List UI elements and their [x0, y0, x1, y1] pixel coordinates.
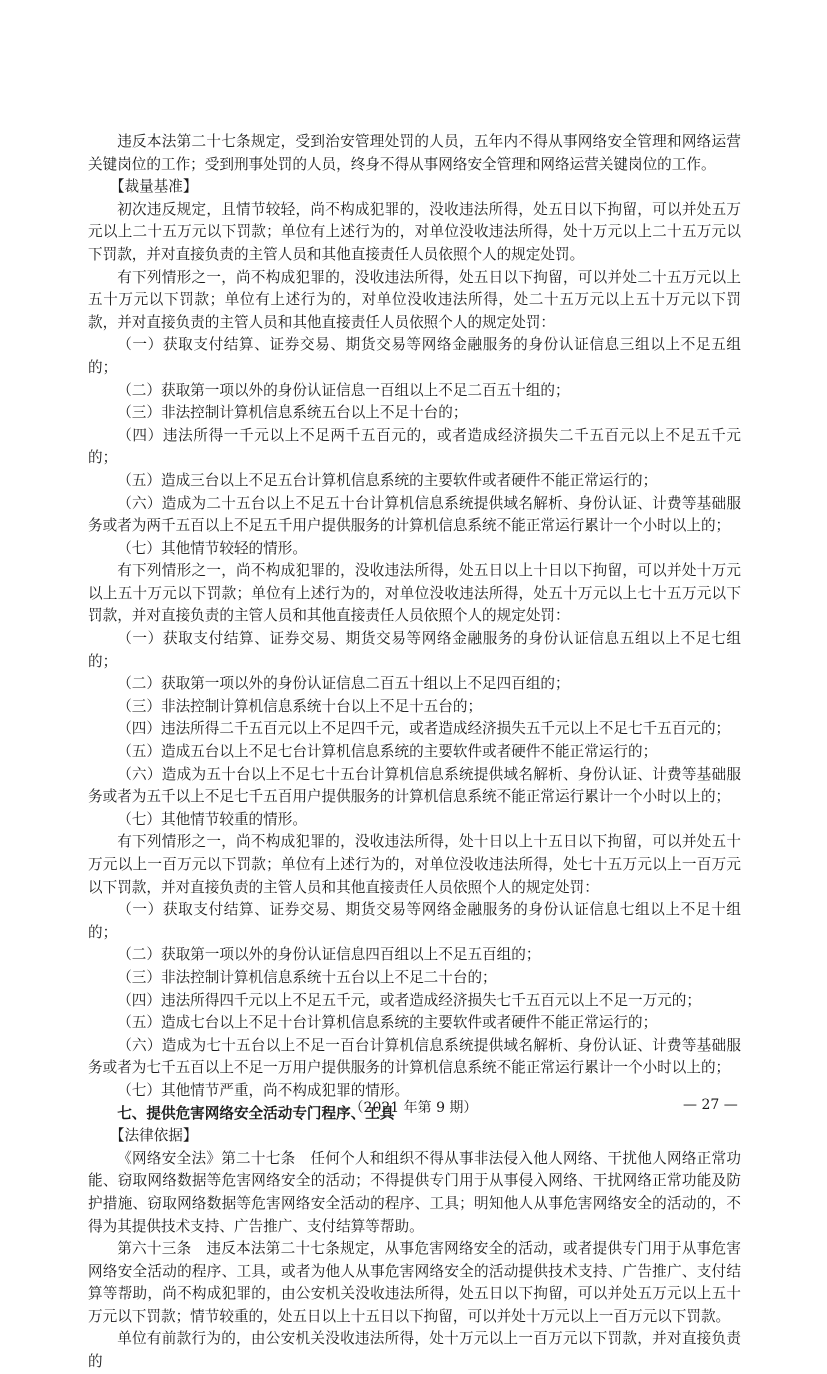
- list-item: （三）非法控制计算机信息系统十台以上不足十五台的；: [117, 697, 483, 715]
- list-item: （七）其他情节严重，尚不构成犯罪的情形。: [117, 1081, 410, 1099]
- paragraph: 初次违反规定，且情节较轻，尚不构成犯罪的，没收违法所得，处五日以下拘留，可以并处五万元以上二十五万元以下罚款；单位有上述行为的，对单位没收违法所得，处十万元以上二十五万元以下罚款，并对直接负责的主管人员和其他直接责任人员依照个人的规定处罚。: [88, 200, 741, 263]
- paragraph-article-27: 《网络安全法》第二十七条 任何个人和组织不得从事非法侵入他人网络、干扰他人网络正常功能、窃取网络数据等危害网络安全的活动；不得提供专门用于从事侵入网络、干扰网络正常功能及防护措施、窃取网络数据等危害网络安全活动的程序、工具；明知他人从事危害网络安全的活动的，不得为其提供技术支持、广告推广、支付结算等帮助。: [88, 1149, 741, 1235]
- paragraph-continuation: 违反本法第二十七条规定，受到治安管理处罚的人员，五年内不得从事网络安全管理和网络运营关键岗位的工作；受到刑事处罚的人员，终身不得从事网络安全管理和网络运营关键岗位的工作。: [88, 133, 741, 173]
- paragraph: 有下列情形之一，尚不构成犯罪的，没收违法所得，处五日以上十日以下拘留，可以并处十万元以上五十万元以下罚款；单位有上述行为的，对单位没收违法所得，处五十万元以上七十五万元以下罚款，并对直接负责的主管人员和其他直接责任人员依照个人的规定处罚：: [88, 562, 741, 625]
- list-item: （七）其他情节较轻的情形。: [117, 539, 307, 557]
- paragraph: 有下列情形之一，尚不构成犯罪的，没收违法所得，处五日以下拘留，可以并处二十五万元以上五十万元以下罚款；单位有上述行为的，对单位没收违法所得，处二十五万元以上五十万元以下罚款，并对直接负责的主管人员和其他直接责任人员依照个人的规定处罚：: [88, 268, 741, 331]
- paragraph: 有下列情形之一，尚不构成犯罪的，没收违法所得，处十日以上十五日以下拘留，可以并处五十万元以上一百万元以下罚款；单位有上述行为的，对单位没收违法所得，处七十五万元以上一百万元以下罚款，并对直接负责的主管人员和其他直接责任人员依照个人的规定处罚：: [88, 833, 741, 896]
- paragraph: 单位有前款行为的，由公安机关没收违法所得，处十万元以上一百万元以下罚款，并对直接负责的: [88, 1330, 741, 1371]
- list-item: （三）非法控制计算机信息系统十五台以上不足二十台的；: [117, 968, 497, 986]
- list-item: （六）造成为二十五台以上不足五十台计算机信息系统提供域名解析、身份认证、计费等基础服务或者为两千五百以上不足五千用户提供服务的计算机信息系统不能正常运行累计一个小时以上的；: [88, 494, 741, 535]
- list-item: （七）其他情节较重的情形。: [117, 810, 307, 828]
- document-body: [88, 131, 741, 1374]
- page-number: — 27 —: [683, 1097, 738, 1113]
- list-item: （五）造成五台以上不足七台计算机信息系统的主要软件或者硬件不能正常运行的；: [117, 743, 658, 761]
- list-item: （四）违法所得二千五百元以上不足四千元，或者造成经济损失五千元以上不足七千五百元的；: [117, 720, 731, 738]
- list-item: （一）获取支付结算、证券交易、期货交易等网络金融服务的身份认证信息三组以上不足五组的；: [88, 336, 741, 376]
- list-item: （六）造成为五十台以上不足七十五台计算机信息系统提供域名解析、身份认证、计费等基础服务或者为五千以上不足七千五百用户提供服务的计算机信息系统不能正常运行累计一个小时以上的；: [88, 765, 741, 806]
- footer-issue: （2021 年第 9 期）: [349, 1100, 478, 1116]
- section-label-legal-basis: 【法律依据】: [109, 1127, 198, 1145]
- list-item: （一）获取支付结算、证券交易、期货交易等网络金融服务的身份认证信息七组以上不足十组的；: [88, 901, 741, 941]
- list-item: （二）获取第一项以外的身份认证信息四百组以上不足五百组的；: [117, 946, 541, 964]
- list-item: （二）获取第一项以外的身份认证信息一百组以上不足二百五十组的；: [117, 381, 570, 399]
- paragraph-article-63: 第六十三条 违反本法第二十七条规定，从事危害网络安全的活动，或者提供专门用于从事危害网络安全活动的程序、工具，或者为他人从事危害网络安全的活动提供技术支持、广告推广、支付结算等帮助，尚不构成犯罪的，由公安机关没收违法所得，处五日以下拘留，可以并处五万元以上五十万元以下罚款；情节较重的，处五日以上十五日以下拘留，可以并处十万元以上一百万元以下罚款。: [88, 1240, 741, 1325]
- list-item: （五）造成三台以上不足五台计算机信息系统的主要软件或者硬件不能正常运行的；: [117, 471, 658, 489]
- list-item: （一）获取支付结算、证券交易、期货交易等网络金融服务的身份认证信息五组以上不足七组的；: [88, 630, 741, 670]
- section-label-discretion-standard: 【裁量基准】: [109, 178, 198, 196]
- list-item: （六）造成为七十五台以上不足一百台计算机信息系统提供域名解析、身份认证、计费等基础服务或者为七千五百以上不足一万用户提供服务的计算机信息系统不能正常运行累计一个小时以上的；: [88, 1036, 741, 1077]
- list-item: （五）造成七台以上不足十台计算机信息系统的主要软件或者硬件不能正常运行的；: [117, 1014, 658, 1032]
- list-item: （四）违法所得四千元以上不足五千元，或者造成经济损失七千五百元以上不足一万元的；: [117, 991, 701, 1009]
- section-heading: 七、提供危害网络安全活动专门程序、工具: [117, 1104, 395, 1122]
- list-item: （四）违法所得一千元以上不足两千五百元的，或者造成经济损失二千五百元以上不足五千元的；: [88, 426, 741, 467]
- list-item: （二）获取第一项以外的身份认证信息二百五十组以上不足四百组的；: [117, 675, 570, 693]
- list-item: （三）非法控制计算机信息系统五台以上不足十台的；: [117, 404, 468, 422]
